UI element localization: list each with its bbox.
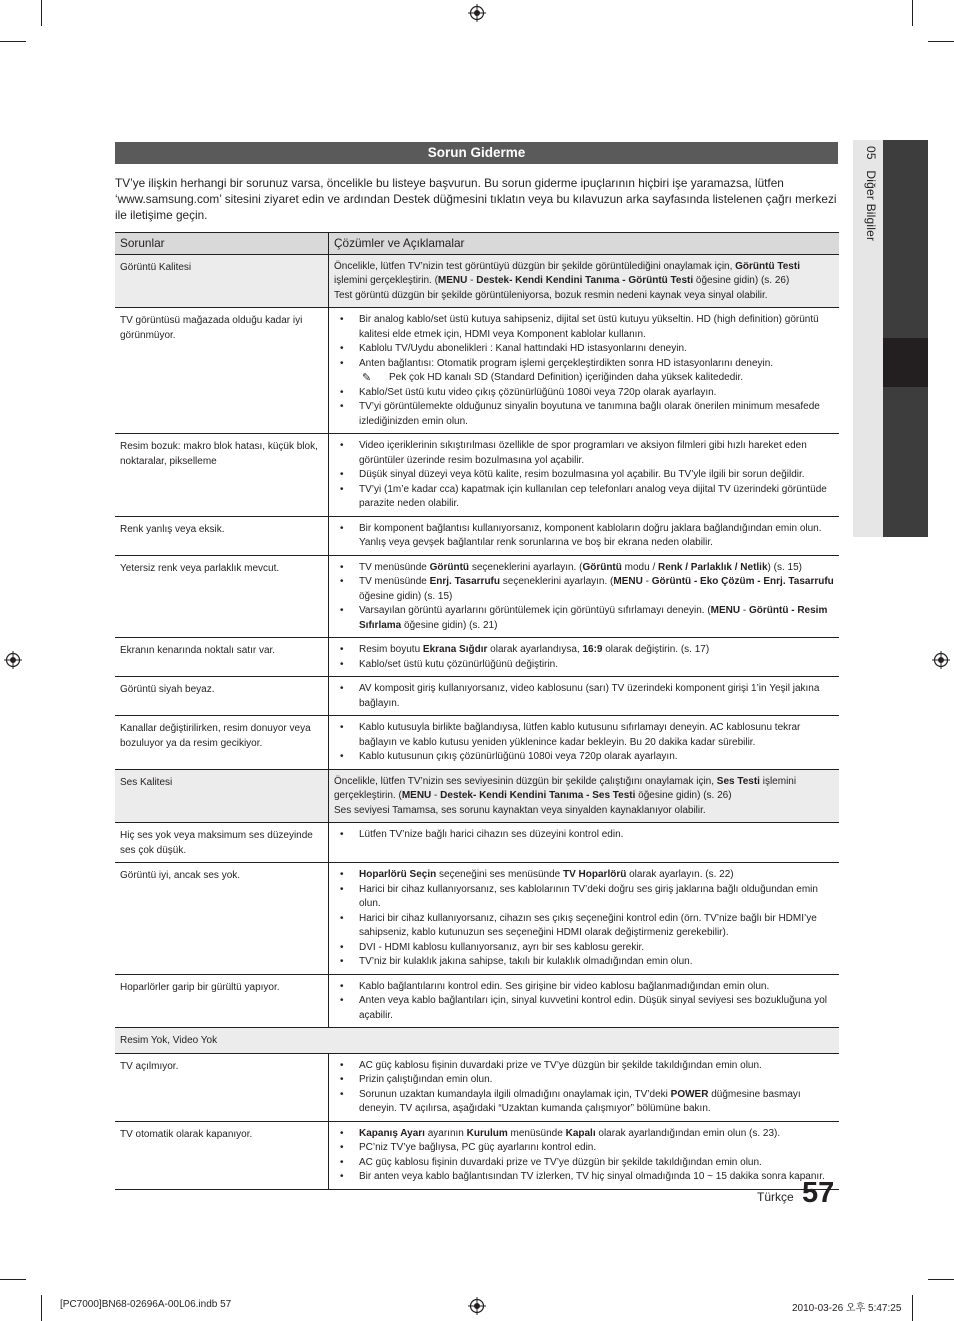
text-bold: Kurulum xyxy=(466,1127,508,1139)
solution-cell xyxy=(329,638,840,677)
solution-cell xyxy=(329,716,840,770)
solution-cell xyxy=(329,974,840,1028)
solution-list xyxy=(334,313,834,429)
text-bold: Enrj. Tasarrufu xyxy=(429,576,500,587)
list-item xyxy=(334,575,834,604)
solution-list xyxy=(334,561,834,634)
table-row xyxy=(115,769,839,823)
column-header-solutions: Çözümler ve Açıklamalar xyxy=(329,233,840,255)
list-item: • Kablolu TV/Uydu abonelikleri : Kanal hattındaki HD istasyonlarını deneyin. xyxy=(334,342,834,357)
text: olarak ayarlandığından emin olun (s. 23). xyxy=(595,1127,781,1139)
text-bold: Görüntü Testi xyxy=(735,260,800,272)
text: seçeneklerini ayarlayın. ( xyxy=(500,576,614,587)
solution-cell xyxy=(329,677,840,716)
table-row xyxy=(115,1053,839,1121)
solution-list xyxy=(334,439,834,512)
list-item: • Bir anten veya kablo bağlantısından TV izlerken, TV hiç sinyal olmadığında 10 ~ 15 dakika sonra kapanır. xyxy=(334,1170,834,1185)
crop-mark xyxy=(0,41,26,42)
text: - xyxy=(642,576,652,587)
registration-mark-icon xyxy=(4,651,22,669)
problem-cell: Görüntü Kalitesi xyxy=(115,254,329,308)
problem-cell: Renk yanlış veya eksik. xyxy=(115,516,329,555)
text: - xyxy=(467,275,477,286)
text: işlemini gerçekleştirin. ( xyxy=(334,775,797,801)
solution-cell xyxy=(329,434,840,517)
list-item: • AV komposit giriş kullanıyorsanız, video kablosunu (sarı) TV üzerindeki komponent girişi 1’in Yeşil jakına bağlayın. xyxy=(334,682,834,711)
solution-list xyxy=(334,980,834,1024)
note-item: ✎ Pek çok HD kanalı SD (Standard Definition) içeriğinden daha yüksek kalitededir. xyxy=(334,371,834,386)
list-item: • TV’yi görüntülemekte olduğunuz sinyalin boyutuna ve tanımına bağlı olarak önerilen minimum mesafede izlediğinizden emin olun. xyxy=(334,400,834,429)
solution-cell xyxy=(329,823,840,863)
text-bold: POWER xyxy=(670,1088,709,1100)
list-item: • Kablo kutusunun çıkış çözünürlüğünü 1080i veya 720p olarak ayarlayın. xyxy=(334,750,834,765)
solution-cell xyxy=(329,555,840,638)
problem-cell: Ekranın kenarında noktalı satır var. xyxy=(115,638,329,677)
problem-cell: Kanallar değiştirilirken, resim donuyor veya bozuluyor ya da resim gecikiyor. xyxy=(115,716,329,770)
solution-list xyxy=(334,721,834,765)
registration-mark-icon xyxy=(468,4,486,22)
text-bold: Görüntü xyxy=(429,561,470,573)
chapter-title: Diğer Bilgiler xyxy=(864,170,878,242)
column-header-problems: Sorunlar xyxy=(115,233,329,255)
solution-list xyxy=(334,522,834,551)
table-row xyxy=(115,555,839,638)
problem-cell: Hoparlörler garip bir gürültü yapıyor. xyxy=(115,974,329,1028)
solution-list xyxy=(334,682,834,711)
list-item xyxy=(334,1088,834,1117)
text: menüsünde xyxy=(507,1127,566,1139)
registration-mark-icon xyxy=(468,1297,486,1315)
table-row xyxy=(115,1121,839,1189)
list-item: • Bir analog kablo/set üstü kutuya sahipseniz, dijital set üstü kutuyu yükseltin. HD (high definition) görüntü kalitesi elde etmek için, HDMI veya Komponent kablolar kullanın. xyxy=(334,313,834,342)
table-row xyxy=(115,516,839,555)
list-item: • Anten bağlantısı: Otomatik program işlemi gerçekleştirdikten sonra HD istasyonlarını deneyin. xyxy=(334,357,834,372)
crop-mark xyxy=(41,0,42,26)
problem-cell: Görüntü siyah beyaz. xyxy=(115,677,329,716)
text-bold: Destek- Kendi Kendini Tanıma - Görüntü Testi xyxy=(476,275,694,286)
problem-cell: TV açılmıyor. xyxy=(115,1053,329,1121)
list-item xyxy=(334,643,834,658)
table-row xyxy=(115,638,839,677)
text: TV menüsünde xyxy=(359,576,430,587)
crop-mark xyxy=(928,1279,954,1280)
solution-list xyxy=(334,868,834,970)
list-item: • Prizin çalıştığından emin olun. xyxy=(334,1073,834,1088)
crop-mark xyxy=(912,0,913,26)
text-bold: MENU xyxy=(613,576,643,587)
text: ) (s. 15) xyxy=(767,561,802,573)
text-bold: Hoparlörü Seçin xyxy=(359,869,437,880)
text: Varsayılan görüntü ayarlarını görüntülemek için görüntüyü sıfırlamayı deneyin. ( xyxy=(359,605,711,616)
table-row xyxy=(115,974,839,1028)
text-bold: MENU xyxy=(710,605,741,616)
text: seçeneklerini ayarlayın. ( xyxy=(469,561,583,573)
text-bold: Ses Testi xyxy=(716,775,760,787)
problem-cell: Ses Kalitesi xyxy=(115,769,329,823)
crop-mark xyxy=(0,1279,26,1280)
text: Test görüntü düzgün bir şekilde görüntüleniyorsa, bozuk resmin nedeni kaynak veya sinyal olabilir. xyxy=(334,289,768,301)
problem-cell: Görüntü iyi, ancak ses yok. xyxy=(115,863,329,975)
chapter-tab-marker xyxy=(883,338,928,387)
page-number: 57 xyxy=(802,1177,835,1209)
problem-cell: Yetersiz renk veya parlaklık mevcut. xyxy=(115,555,329,638)
list-item xyxy=(334,1127,834,1142)
text: işlemini gerçekleştirin. ( xyxy=(334,275,438,286)
text: öğesine gidin) (s. 26) xyxy=(693,275,790,286)
text-bold: Görüntü xyxy=(582,561,622,573)
chapter-number: 05 xyxy=(864,146,878,160)
list-item xyxy=(334,868,834,883)
text-bold: TV Hoparlörü xyxy=(563,869,627,880)
imprint-date: 2010-03-26 오후 5:47:25 xyxy=(792,1303,902,1314)
text: öğesine gidin) (s. 21) xyxy=(401,619,498,631)
text: TV menüsünde xyxy=(359,561,430,573)
text: öğesine gidin) (s. 26) xyxy=(635,790,732,801)
text-bold: Görüntü - Eko Çözüm - Enrj. Tasarrufu xyxy=(651,576,834,587)
list-item: • Harici bir cihaz kullanıyorsanız, cihazın ses çıkış seçeneğini kontrol edin (örn. TV’nize bağlı bir HDMI’ye sahipseniz, kablo kutunuzun ses seçeneğini HDMI olarak değiştirmeniz gerekebilir). xyxy=(334,912,834,941)
list-item: • PC’niz TV’ye bağlıysa, PC güç ayarlarını kontrol edin. xyxy=(334,1141,834,1156)
list-item: • Harici bir cihaz kullanıyorsanız, ses kablolarının TV’deki doğru ses giriş jaklarına bağlı olduğundan emin olun. xyxy=(334,883,834,912)
list-item: • TV’niz bir kulaklık jakına sahipse, takılı bir kulaklık olmadığından emin olun. xyxy=(334,955,834,970)
imprint-file: [PC7000]BN68-02696A-00L06.indb 57 xyxy=(60,1299,232,1310)
text: Öncelikle, lütfen TV’nizin ses seviyesinin düzgün bir şekilde çalıştığını onaylamak için, xyxy=(334,775,717,787)
text: - xyxy=(740,605,750,616)
chapter-label xyxy=(858,146,878,376)
list-item: • DVI - HDMI kablosu kullanıyorsanız, ayrı bir ses kablosu gerekir. xyxy=(334,941,834,956)
text-bold: Görüntü - Resim Sıfırlama xyxy=(359,605,828,631)
text: düğmesine basmayı deneyin. TV açılırsa, aşağıdaki “Uzaktan kumanda çalışmıyor” bölümüne bakın. xyxy=(359,1088,801,1114)
table-row xyxy=(115,677,839,716)
problem-cell: Hiç ses yok veya maksimum ses düzeyinde ses çok düşük. xyxy=(115,823,329,863)
solution-cell xyxy=(329,516,840,555)
text-bold: Renk / Parlaklık / Netlik xyxy=(658,561,768,573)
list-item: • Kablo kutusuyla birlikte bağlandıysa, lütfen kablo kutusunu sıfırlamayı deneyin. AC kablosunu tekrar bağlayın ve kablo kutusu yeniden yüklenince kadar bekleyin. Bu 20 dakika kadar sürebilir. xyxy=(334,721,834,750)
text-bold: Ekrana Sığdır xyxy=(422,644,488,655)
table-row xyxy=(115,254,839,308)
list-item: • TV’yi (1m’e kadar cca) kapatmak için kullanılan cep telefonları analog veya dijital TV üzerindeki görüntüde parazite neden olabilir. xyxy=(334,483,834,512)
crop-mark xyxy=(41,1295,42,1321)
list-item xyxy=(334,604,834,633)
list-item: • Lütfen TV’nize bağlı harici cihazın ses düzeyini kontrol edin. xyxy=(334,828,834,843)
text: olarak ayarlayın. (s. 22) xyxy=(626,869,734,880)
solution-cell xyxy=(329,1053,840,1121)
table-row xyxy=(115,863,839,975)
text: Sorunun uzaktan kumandayla ilgili olmadığını onaylamak için, TV’deki xyxy=(359,1088,671,1100)
table-row xyxy=(115,823,839,863)
crop-mark xyxy=(928,41,954,42)
list-item: • Anten veya kablo bağlantıları için, sinyal kuvvetini kontrol edin. Düşük sinyal seviyesi ses bozukluğuna yol açabilir. xyxy=(334,994,834,1023)
text: seçeneğini ses menüsünde xyxy=(436,869,563,880)
solution-list xyxy=(334,828,834,843)
list-item: • Kablo/Set üstü kutu video çıkış çözünürlüğünü 1080i veya 720p olarak ayarlayın. xyxy=(334,386,834,401)
list-item: • Bir komponent bağlantısı kullanıyorsanız, komponent kabloların doğru jaklara bağlandığından emin olun. Yanlış veya gevşek bağlantılar renk sorunlarına ve boş bir ekrana neden olabilir. xyxy=(334,522,834,551)
list-item: • Düşük sinyal düzeyi veya kötü kalite, resim bozulmasına yol açabilir. Bu TV’yle ilgili bir sorun değildir. xyxy=(334,468,834,483)
text: Ses seviyesi Tamamsa, ses sorunu kaynaktan veya sinyalden kaynaklanıyor olabilir. xyxy=(334,804,706,816)
problem-cell: TV görüntüsü mağazada olduğu kadar iyi görünmüyor. xyxy=(115,308,329,434)
table-row xyxy=(115,716,839,770)
list-item xyxy=(334,561,834,576)
text-bold: MENU xyxy=(437,275,468,286)
text-bold: Destek- Kendi Kendini Tanıma - Ses Testi xyxy=(440,790,636,801)
table-row xyxy=(115,308,839,434)
text: öğesine gidin) (s. 15) xyxy=(359,590,453,602)
solution-list xyxy=(334,1059,834,1117)
solution-list xyxy=(334,1127,834,1185)
text-bold: MENU xyxy=(401,790,432,801)
list-item: • AC güç kablosu fişinin duvardaki prize ve TV’ye düzgün bir şekilde takıldığından emin olun. xyxy=(334,1059,834,1074)
text: olarak değiştirin. (s. 17) xyxy=(602,644,710,655)
text-bold: 16:9 xyxy=(582,644,603,655)
category-cell: Resim Yok, Video Yok xyxy=(115,1028,839,1054)
footer-language: Türkçe xyxy=(757,1190,794,1204)
solution-cell xyxy=(329,863,840,975)
list-item: • Kablo bağlantılarını kontrol edin. Ses girişine bir video kablosu bağlanmadığından emin olun. xyxy=(334,980,834,995)
text-bold: Kapanış Ayarı xyxy=(359,1127,425,1139)
problem-cell: TV otomatik olarak kapanıyor. xyxy=(115,1121,329,1189)
text: modu / xyxy=(621,561,659,573)
solution-cell xyxy=(329,769,840,823)
text: - xyxy=(431,790,441,801)
solution-cell xyxy=(329,308,840,434)
text-bold: Kapalı xyxy=(565,1127,596,1139)
registration-mark-icon xyxy=(932,651,950,669)
text: Öncelikle, lütfen TV’nizin test görüntüyü düzgün bir şekilde görüntülediğini onaylamak için, xyxy=(334,260,736,272)
problem-cell: Resim bozuk: makro blok hatası, küçük blok, noktaralar, pikselleme xyxy=(115,434,329,517)
section-title: Sorun Giderme xyxy=(115,142,838,164)
list-item: • Video içeriklerinin sıkıştırılması özellikle de spor programları ve aksiyon filmleri gibi hızlı hareket eden görüntüler üzerinde resim bozulmasına yol açabilir. xyxy=(334,439,834,468)
solution-list xyxy=(334,643,834,672)
solution-cell xyxy=(329,1121,840,1189)
crop-mark xyxy=(912,1295,913,1321)
text: Resim boyutu xyxy=(359,644,423,655)
text: ayarının xyxy=(424,1127,467,1139)
text: olarak ayarlandıysa, xyxy=(487,644,583,655)
list-item: • Kablo/set üstü kutu çözünürlüğünü değiştirin. xyxy=(334,658,834,673)
troubleshooting-table xyxy=(115,232,839,1190)
intro-paragraph: TV’ye ilişkin herhangi bir sorunuz varsa, öncelikle bu listeye başvurun. Bu sorun giderme ipuçlarının hiçbiri işe yaramazsa, lütfen ‘www.samsung.com’ sitesini ziyaret edin ve ardından Destek düğmesini tıklatın veya bu kılavuzun arka sayfasında listelenen çağrı merkezi ile iletişime geçin. xyxy=(115,176,837,222)
table-row xyxy=(115,1028,839,1054)
solution-cell xyxy=(329,254,840,308)
table-header-row xyxy=(115,233,839,255)
list-item: • AC güç kablosu fişinin duvardaki prize ve TV’ye düzgün bir şekilde takıldığından emin olun. xyxy=(334,1156,834,1171)
table-row xyxy=(115,434,839,517)
